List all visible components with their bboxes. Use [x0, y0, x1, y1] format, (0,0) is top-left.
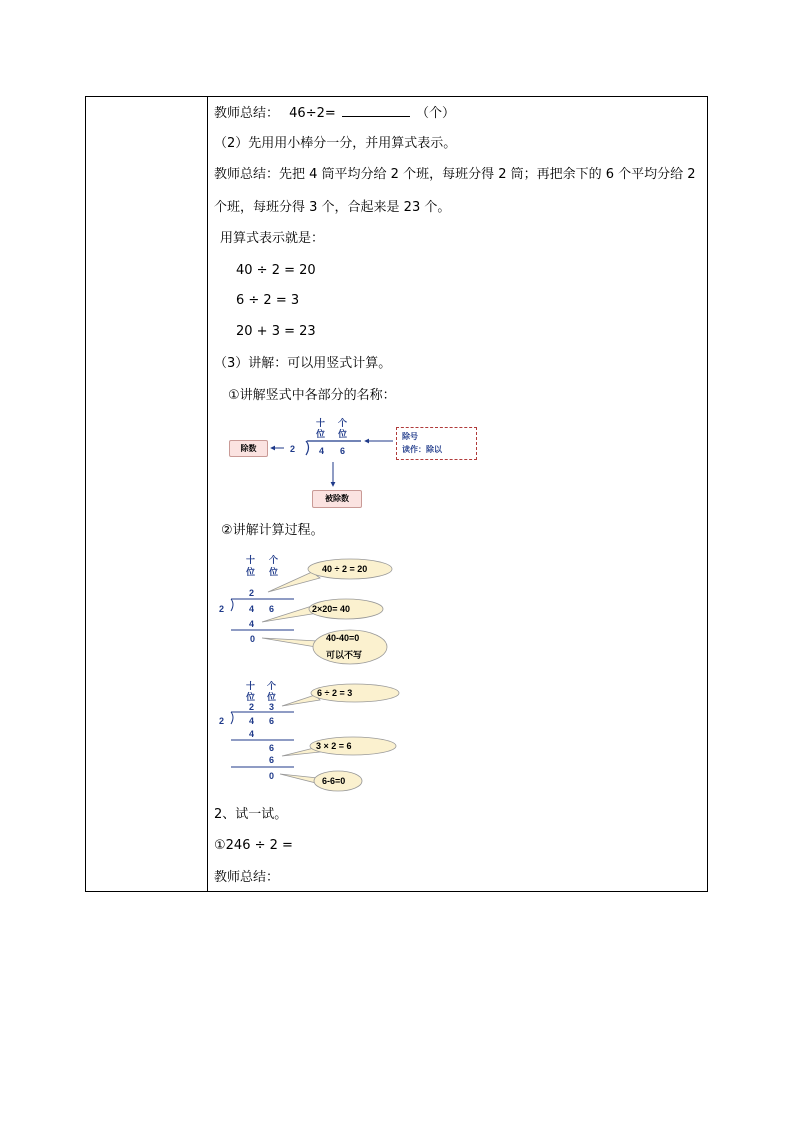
teacher-summary-2-line1: 教师总结：先把 4 筒平均分给 2 个班，每班分得 2 筒；再把余下的 6 个平均分给 2 — [214, 167, 696, 182]
tens-label-top: 十 — [246, 681, 256, 691]
ones-label-bottom: 位 — [269, 567, 279, 577]
explain-process: ②讲解计算过程。 — [221, 523, 324, 538]
remainder-digit: 0 — [250, 634, 256, 644]
ones-label-top: 个 — [338, 418, 348, 428]
try-question-1: ①246 ÷ 2 = — [214, 838, 293, 853]
equation-3: 20 + 3 = 23 — [236, 324, 316, 339]
product-digit: 4 — [249, 619, 255, 629]
try-title: 2、试一试。 — [214, 807, 288, 822]
ones-label-bottom: 位 — [338, 429, 348, 439]
formula-intro: 用算式表示就是： — [220, 231, 325, 246]
quotient-tens-digit: 2 — [249, 702, 255, 712]
quotient-ones-digit: 3 — [269, 702, 275, 712]
tens-label-top: 十 — [316, 418, 326, 428]
unit-label: （个） — [416, 106, 456, 121]
tens-label-top: 十 — [246, 555, 256, 565]
callout-subtract: 40-40=0 — [326, 633, 360, 643]
division-sign-reading: 读作：除以 — [402, 445, 442, 454]
teacher-summary-2-line2: 个班，每班分得 3 个，合起来是 23 个。 — [214, 200, 451, 215]
product2-digit: 6 — [269, 755, 275, 765]
equation-1: 40 ÷ 2 = 20 — [236, 263, 316, 278]
summary-label: 教师总结： — [214, 106, 280, 121]
dividend-ones-digit: 6 — [269, 604, 275, 614]
step-2-instruction: （2）先用用小棒分一分，并用算式表示。 — [214, 136, 457, 151]
division-expression: 46÷2= — [289, 106, 336, 121]
dividend-tens-digit: 4 — [249, 604, 255, 614]
callout-multiply: 2×20= 40 — [312, 604, 351, 614]
dividend-tens-digit: 4 — [249, 716, 255, 726]
tens-label-bottom: 位 — [246, 567, 256, 577]
ones-label-bottom: 位 — [267, 692, 277, 702]
equation-2: 6 ÷ 2 = 3 — [236, 293, 300, 308]
division-bracket-1 — [306, 441, 361, 455]
dividend-box: 被除数 — [312, 490, 362, 508]
division-bracket-3 — [231, 712, 294, 767]
bring-down-digit: 6 — [269, 743, 275, 753]
quotient-tens-digit: 2 — [249, 588, 255, 598]
dividend-tens-digit: 4 — [319, 446, 325, 456]
callout-subtract: 6-6=0 — [322, 776, 346, 786]
divisor-digit: 2 — [219, 604, 225, 614]
divisor-digit: 2 — [290, 444, 296, 454]
divisor-digit: 2 — [219, 716, 225, 726]
explain-parts: ①讲解竖式中各部分的名称： — [228, 388, 396, 403]
step-3-instruction: （3）讲解：可以用竖式计算。 — [214, 356, 392, 371]
callout-divide: 6 ÷ 2 = 3 — [317, 688, 353, 698]
callout-multiply: 3 × 2 = 6 — [316, 741, 352, 751]
ones-label-top: 个 — [267, 681, 277, 691]
callout-divide: 40 ÷ 2 = 20 — [322, 564, 368, 574]
divisor-box: 除数 — [229, 440, 268, 457]
division-sign-label: 除号 — [402, 432, 418, 441]
product1-digit: 4 — [249, 729, 255, 739]
dividend-ones-digit: 6 — [340, 446, 346, 456]
callout-note: 可以不写 — [326, 650, 363, 660]
dividend-ones-digit: 6 — [269, 716, 275, 726]
tens-label-bottom: 位 — [246, 692, 256, 702]
ones-label-top: 个 — [269, 555, 279, 565]
remainder-digit: 0 — [269, 771, 275, 781]
teacher-summary-3: 教师总结： — [214, 870, 280, 885]
tens-label-bottom: 位 — [316, 429, 326, 439]
